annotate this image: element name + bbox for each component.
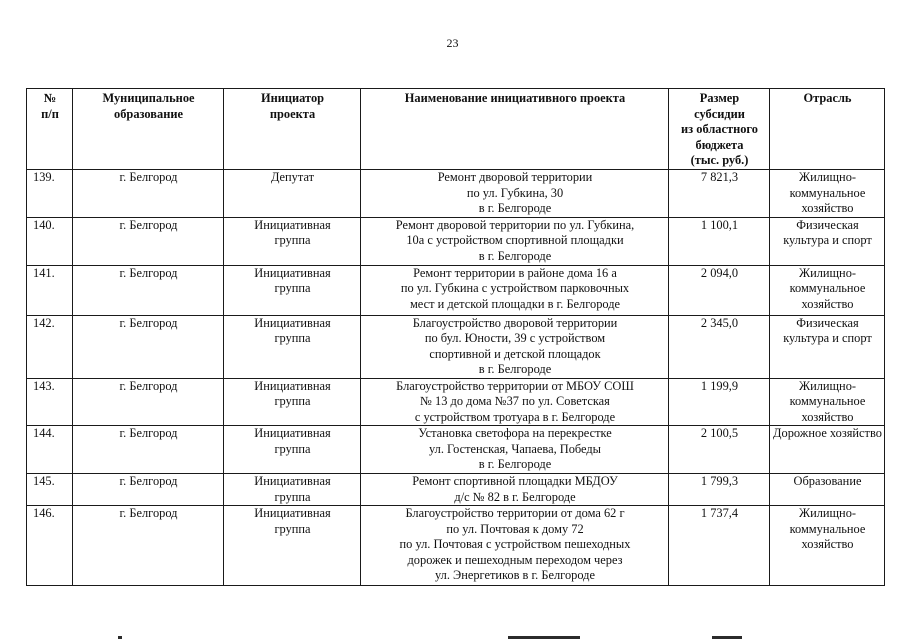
cell-num: 142. [27, 315, 73, 378]
cell-num: 143. [27, 378, 73, 426]
table-row [27, 426, 885, 474]
cell-municipality: г. Белгород [73, 265, 224, 315]
cell-subsidy: 2 094,0 [669, 265, 770, 315]
table-row [27, 474, 885, 506]
cell-initiator: Инициативная группа [224, 506, 361, 586]
table-row [27, 378, 885, 426]
cell-sector: Жилищно- коммунальное хозяйство [770, 265, 885, 315]
header-subsidy: Размер субсидии из областного бюджета (тыс. руб.) [669, 89, 770, 170]
cell-sector: Образование [770, 474, 885, 506]
cell-num: 144. [27, 426, 73, 474]
cell-municipality: г. Белгород [73, 506, 224, 586]
cell-num: 145. [27, 474, 73, 506]
scan-artifact-line [508, 636, 580, 639]
cell-initiator: Инициативная группа [224, 315, 361, 378]
cell-project: Благоустройство дворовой территории по бул. Юности, 39 с устройством спортивной и детской площадок в г. Белгороде [361, 315, 669, 378]
cell-municipality: г. Белгород [73, 378, 224, 426]
cell-sector: Физическая культура и спорт [770, 217, 885, 265]
cell-project: Ремонт дворовой территории по ул. Губкина, 30 в г. Белгороде [361, 170, 669, 218]
scan-artifact-line [118, 636, 122, 639]
cell-subsidy: 2 100,5 [669, 426, 770, 474]
cell-project: Ремонт спортивной площадки МБДОУ д/с № 82 в г. Белгороде [361, 474, 669, 506]
cell-subsidy: 7 821,3 [669, 170, 770, 218]
cell-num: 140. [27, 217, 73, 265]
cell-num: 146. [27, 506, 73, 586]
subsidy-table [26, 88, 885, 586]
cell-num: 139. [27, 170, 73, 218]
cell-sector: Физическая культура и спорт [770, 315, 885, 378]
cell-sector: Дорожное хозяйство [770, 426, 885, 474]
cell-project: Благоустройство территории от МБОУ СОШ № 13 до дома №37 по ул. Советская с устройством тротуара в г. Белгороде [361, 378, 669, 426]
cell-project: Ремонт дворовой территории по ул. Губкина, 10а с устройством спортивной площадки в г. Белгороде [361, 217, 669, 265]
cell-subsidy: 1 799,3 [669, 474, 770, 506]
cell-initiator: Инициативная группа [224, 265, 361, 315]
page-number: 23 [446, 36, 459, 50]
cell-municipality: г. Белгород [73, 426, 224, 474]
cell-municipality: г. Белгород [73, 217, 224, 265]
table-row [27, 506, 885, 586]
table-row [27, 170, 885, 218]
cell-initiator: Инициативная группа [224, 217, 361, 265]
cell-project: Ремонт территории в районе дома 16 а по ул. Губкина с устройством парковочных мест и детской площадки в г. Белгороде [361, 265, 669, 315]
cell-subsidy: 1 199,9 [669, 378, 770, 426]
cell-project: Благоустройство территории от дома 62 г по ул. Почтовая к дому 72 по ул. Почтовая с устройством пешеходных дорожек и пешеходным переходом через ул. Энергетиков в г. Белгороде [361, 506, 669, 586]
header-initiator: Инициатор проекта [224, 89, 361, 170]
table-row [27, 315, 885, 378]
cell-subsidy: 1 100,1 [669, 217, 770, 265]
scan-artifact-line [712, 636, 742, 639]
cell-sector: Жилищно- коммунальное хозяйство [770, 378, 885, 426]
cell-municipality: г. Белгород [73, 315, 224, 378]
header-num: № п/п [27, 89, 73, 170]
cell-project: Установка светофора на перекрестке ул. Гостенская, Чапаева, Победы в г. Белгороде [361, 426, 669, 474]
header-municipality: Муниципальное образование [73, 89, 224, 170]
cell-initiator: Инициативная группа [224, 426, 361, 474]
cell-initiator: Инициативная группа [224, 378, 361, 426]
cell-initiator: Инициативная группа [224, 474, 361, 506]
cell-sector: Жилищно- коммунальное хозяйство [770, 170, 885, 218]
table-header-row [27, 89, 885, 170]
table-row [27, 265, 885, 315]
cell-subsidy: 1 737,4 [669, 506, 770, 586]
header-project: Наименование инициативного проекта [361, 89, 669, 170]
cell-sector: Жилищно- коммунальное хозяйство [770, 506, 885, 586]
cell-municipality: г. Белгород [73, 474, 224, 506]
header-sector: Отрасль [770, 89, 885, 170]
cell-municipality: г. Белгород [73, 170, 224, 218]
table-row [27, 217, 885, 265]
cell-initiator: Депутат [224, 170, 361, 218]
cell-num: 141. [27, 265, 73, 315]
cell-subsidy: 2 345,0 [669, 315, 770, 378]
